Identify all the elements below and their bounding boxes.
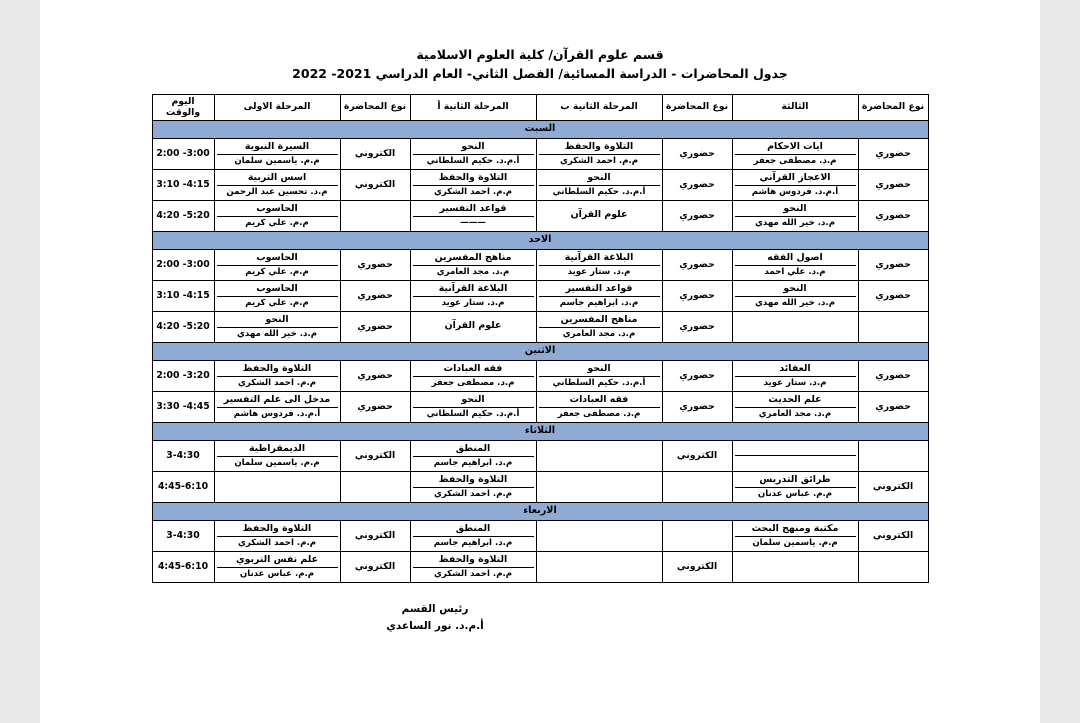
stage2b-cell: النحو أ.م.د. حكيم السلطاني: [536, 169, 662, 200]
lecture-type-2: حضوري: [662, 311, 732, 342]
stage1-cell: التلاوة والحفظ م.م. احمد الشكري: [214, 520, 340, 551]
table-row: [152, 391, 928, 422]
lecture-type-1: [340, 200, 410, 231]
table-row: [152, 200, 928, 231]
time-cell: 4:45-6:10: [152, 551, 214, 582]
time-cell: 2:00 -3:00: [152, 138, 214, 169]
stage2a-cell: قواعد التفسير ———: [410, 200, 536, 231]
stage1-cell: الحاسوب م.م. علي كريم: [214, 200, 340, 231]
lecture-type-3: حضوري: [858, 280, 928, 311]
lecture-type-1: الكتروني: [340, 551, 410, 582]
lecture-type-3: حضوري: [858, 360, 928, 391]
document-body: [40, 0, 1040, 634]
lecture-type-3: الكتروني: [858, 471, 928, 502]
stage3-cell: [732, 551, 858, 582]
stage2a-cell: مناهج المفسرين م.د. مجد العامري: [410, 249, 536, 280]
stage2b-cell: علوم القرآن: [536, 200, 662, 231]
schedule-table: [152, 94, 929, 583]
time-cell: 2:00 -3:20: [152, 360, 214, 391]
lecture-type-2: الكتروني: [662, 440, 732, 471]
stage2b-cell: فقه العبادات م.د. مصطفى جعفر: [536, 391, 662, 422]
stage2b-cell: قواعد التفسير م.د. ابراهيم جاسم: [536, 280, 662, 311]
stage2a-cell: فقه العبادات م.د. مصطفى جعفر: [410, 360, 536, 391]
lecture-type-1: حضوري: [340, 360, 410, 391]
lecture-type-3: الكتروني: [858, 520, 928, 551]
lecture-type-1: حضوري: [340, 391, 410, 422]
lecture-type-1: الكتروني: [340, 520, 410, 551]
lecture-type-2: [662, 520, 732, 551]
table-row: [152, 360, 928, 391]
stage1-cell: الحاسوب م.م. علي كريم: [214, 280, 340, 311]
table-row: [152, 471, 928, 502]
stage1-cell: الحاسوب م.م. علي كريم: [214, 249, 340, 280]
stage2a-cell: البلاغة القرآنية م.د. ستار عويد: [410, 280, 536, 311]
day-band-row: [152, 120, 928, 138]
header-row: [152, 94, 928, 120]
col-header-stage-1: المرحلة الاولى: [214, 94, 340, 120]
lecture-type-1: الكتروني: [340, 169, 410, 200]
table-body: [152, 120, 928, 582]
time-cell: 4:20 -5:20: [152, 311, 214, 342]
stage3-cell: ايات الاحكام م.د. مصطفى جعفر: [732, 138, 858, 169]
stage2b-cell: [536, 551, 662, 582]
page-subtitle: جدول المحاضرات - الدراسة المسائية/ الفصل الثاني- العام الدراسي 2021- 2022: [292, 65, 788, 81]
signature-name: أ.م.د. نور الساعدي: [386, 619, 484, 632]
table-row: [152, 551, 928, 582]
lecture-type-2: حضوري: [662, 169, 732, 200]
lecture-type-3: حضوري: [858, 391, 928, 422]
day-label: الاحد: [152, 231, 928, 249]
stage2b-cell: مناهج المفسرين م.د. مجد العامري: [536, 311, 662, 342]
lecture-type-3: حضوري: [858, 200, 928, 231]
time-cell: 2:00 -3:00: [152, 249, 214, 280]
table-row: [152, 169, 928, 200]
lecture-type-2: [662, 471, 732, 502]
lecture-type-1: الكتروني: [340, 440, 410, 471]
stage3-cell: الاعجاز القرآني أ.م.د. فردوس هاشم: [732, 169, 858, 200]
table-row: [152, 311, 928, 342]
stage3-cell: العقائد م.د. ستار عويد: [732, 360, 858, 391]
lecture-type-3: [858, 551, 928, 582]
stage3-cell: اصول الفقه م.د. علي احمد: [732, 249, 858, 280]
stage2a-cell: علوم القرآن: [410, 311, 536, 342]
lecture-type-1: [340, 471, 410, 502]
day-label: الثلاثاء: [152, 422, 928, 440]
lecture-type-2: حضوري: [662, 280, 732, 311]
stage2b-cell: [536, 520, 662, 551]
page-title: قسم علوم القرآن/ كلية العلوم الاسلامية: [416, 47, 664, 62]
day-band-row: [152, 342, 928, 360]
lecture-type-1: حضوري: [340, 249, 410, 280]
col-header-day-time: اليوم والوقت: [152, 94, 214, 120]
stage1-cell: النحو م.د. خير الله مهدي: [214, 311, 340, 342]
stage1-cell: اسس التربية م.د. تحسين عبد الرحمن: [214, 169, 340, 200]
signature-block: [225, 601, 855, 635]
lecture-type-1: الكتروني: [340, 138, 410, 169]
stage3-cell: [732, 440, 858, 471]
time-cell: 3:10 -4:15: [152, 169, 214, 200]
time-cell: 3:10 -4:15: [152, 280, 214, 311]
lecture-type-3: [858, 440, 928, 471]
stage2a-cell: التلاوة والحفظ م.م. احمد الشكري: [410, 471, 536, 502]
stage1-cell: التلاوة والحفظ م.م. احمد الشكري: [214, 360, 340, 391]
stage2a-cell: المنطق م.د. ابراهيم جاسم: [410, 520, 536, 551]
time-cell: 3-4:30: [152, 440, 214, 471]
table-row: [152, 280, 928, 311]
lecture-type-2: حضوري: [662, 391, 732, 422]
stage2b-cell: النحو أ.م.د. حكيم السلطاني: [536, 360, 662, 391]
time-cell: 3:30 -4:45: [152, 391, 214, 422]
col-header-stage-3: الثالثة: [732, 94, 858, 120]
stage3-cell: علم الحديث م.د. مجد العامري: [732, 391, 858, 422]
document-title-block: [40, 46, 1040, 84]
lecture-type-3: حضوري: [858, 138, 928, 169]
stage2b-cell: [536, 440, 662, 471]
table-header: [152, 94, 928, 120]
stage1-cell: [214, 471, 340, 502]
lecture-type-1: حضوري: [340, 311, 410, 342]
col-header-stage-2a: المرحلة الثانية أ: [410, 94, 536, 120]
document-page: [40, 0, 1040, 723]
day-label: السبت: [152, 120, 928, 138]
day-label: الاربعاء: [152, 502, 928, 520]
stage2b-cell: التلاوة والحفظ م.م. احمد الشكري: [536, 138, 662, 169]
stage3-cell: مكتبة ومنهج البحث م.م. ياسمين سلمان: [732, 520, 858, 551]
stage2a-cell: التلاوة والحفظ م.م. احمد الشكري: [410, 169, 536, 200]
day-band-row: [152, 502, 928, 520]
stage2a-cell: النحو أ.م.د. حكيم السلطاني: [410, 391, 536, 422]
day-band-row: [152, 231, 928, 249]
lecture-type-2: حضوري: [662, 249, 732, 280]
day-label: الاثنين: [152, 342, 928, 360]
signature-role: رئيس القسم: [401, 602, 469, 615]
table-row: [152, 440, 928, 471]
day-band-row: [152, 422, 928, 440]
time-cell: 4:45-6:10: [152, 471, 214, 502]
col-header-type-2: نوع المحاضرة: [662, 94, 732, 120]
time-cell: 3-4:30: [152, 520, 214, 551]
stage1-cell: مدخل الى علم التفسير أ.م.د. فردوس هاشم: [214, 391, 340, 422]
stage3-cell: النحو م.د. خير الله مهدي: [732, 280, 858, 311]
stage1-cell: علم نفس التربوي م.م. عباس عدنان: [214, 551, 340, 582]
lecture-type-2: حضوري: [662, 360, 732, 391]
col-header-type-3: نوع المحاضرة: [858, 94, 928, 120]
lecture-type-3: حضوري: [858, 249, 928, 280]
lecture-type-1: حضوري: [340, 280, 410, 311]
stage1-cell: الديمقراطية م.م. ياسمين سلمان: [214, 440, 340, 471]
stage3-cell: طرائق التدريس م.م. عباس عدنان: [732, 471, 858, 502]
stage1-cell: السيرة النبوية م.م. ياسمين سلمان: [214, 138, 340, 169]
lecture-type-2: حضوري: [662, 138, 732, 169]
stage3-cell: النحو م.د. خير الله مهدي: [732, 200, 858, 231]
lecture-type-2: حضوري: [662, 200, 732, 231]
stage2b-cell: البلاغة القرآنية م.د. ستار عويد: [536, 249, 662, 280]
time-cell: 4:20 -5:20: [152, 200, 214, 231]
stage2a-cell: النحو أ.م.د. حكيم السلطاني: [410, 138, 536, 169]
stage2a-cell: التلاوة والحفظ م.م. احمد الشكري: [410, 551, 536, 582]
stage3-cell: [732, 311, 858, 342]
col-header-type-1: نوع المحاضرة: [340, 94, 410, 120]
table-row: [152, 138, 928, 169]
lecture-type-3: [858, 311, 928, 342]
lecture-type-2: الكتروني: [662, 551, 732, 582]
table-row: [152, 520, 928, 551]
stage2b-cell: [536, 471, 662, 502]
table-row: [152, 249, 928, 280]
col-header-stage-2b: المرحلة الثانية ب: [536, 94, 662, 120]
stage2a-cell: المنطق م.د. ابراهيم جاسم: [410, 440, 536, 471]
lecture-type-3: حضوري: [858, 169, 928, 200]
